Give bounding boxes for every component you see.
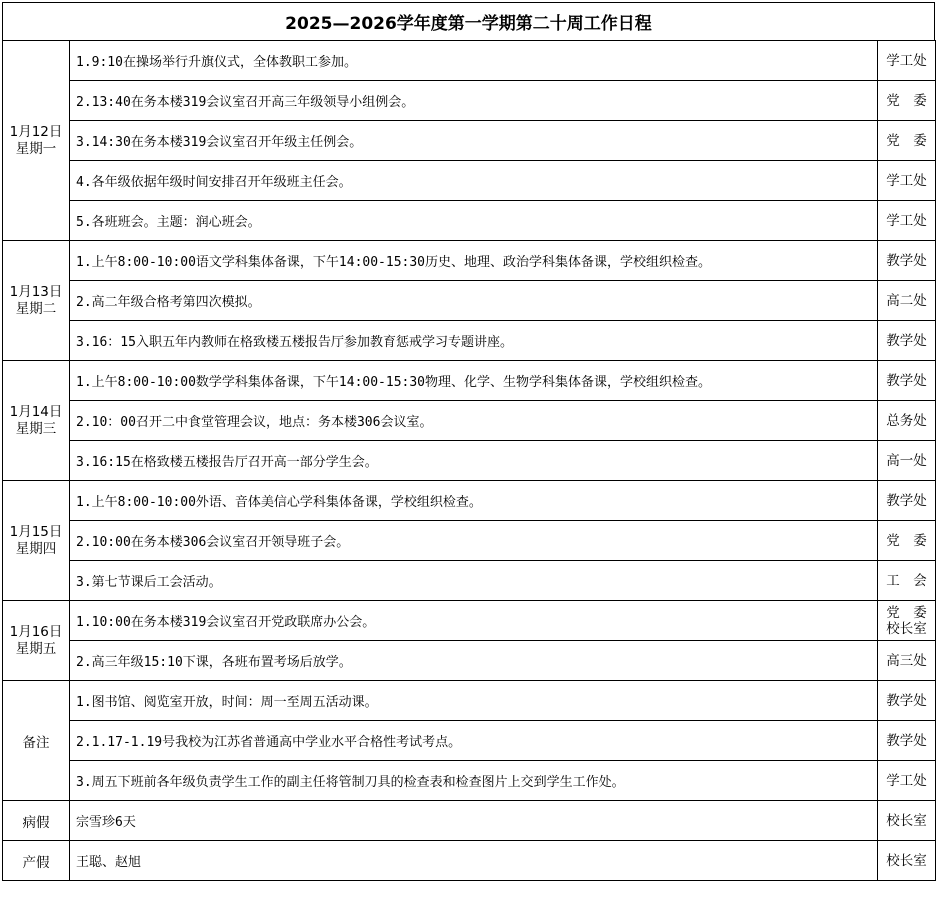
schedule-item-text: 3.14:30在务本楼319会议室召开年级主任例会。 [70,121,878,161]
department-label: 教学处 [886,732,927,749]
schedule-item-text: 2.10：00召开二中食堂管理会议，地点：务本楼306会议室。 [70,401,878,441]
department-label: 党 委 [886,132,927,149]
table-row [3,681,936,721]
notes-label: 备注 [3,681,70,801]
table-row [3,321,936,361]
schedule-item-text: 2.13:40在务本楼319会议室召开高三年级领导小组例会。 [70,81,878,121]
department-label: 学工处 [886,772,927,789]
department-cell [878,201,936,241]
department-cell [878,561,936,601]
leave-type-label: 病假 [3,801,70,841]
department-cell [878,401,936,441]
day-date: 1月16日 [9,623,63,640]
day-weekday: 星期三 [15,420,57,437]
department-cell [878,481,936,521]
schedule-item-text: 3.16：15入职五年内教师在格致楼五楼报告厅参加教育惩戒学习专题讲座。 [70,321,878,361]
day-cell [3,481,70,601]
schedule-item-text: 4.各年级依据年级时间安排召开年级班主任会。 [70,161,878,201]
page-title: 2025—2026学年度第一学期第二十周工作日程 [2,2,935,40]
schedule-item-text: 2.10:00在务本楼306会议室召开领导班子会。 [70,521,878,561]
schedule-item-text: 宗雪珍6天 [70,801,878,841]
department-label: 工 会 [886,572,927,589]
table-row [3,281,936,321]
table-row [3,521,936,561]
table-row [3,41,936,81]
department-label: 学工处 [886,52,927,69]
table-row [3,441,936,481]
table-row [3,561,936,601]
table-row [3,81,936,121]
department-cell [878,161,936,201]
department-label: 高三处 [886,652,927,669]
department-cell [878,441,936,481]
table-row [3,401,936,441]
table-row [3,601,936,641]
table-row [3,801,936,841]
department-label: 高二处 [886,292,927,309]
department-cell [878,681,936,721]
schedule-item-text: 3.第七节课后工会活动。 [70,561,878,601]
schedule-item-text: 5.各班班会。主题：润心班会。 [70,201,878,241]
day-weekday: 星期五 [15,640,57,657]
department-label: 教学处 [886,492,927,509]
department-label: 学工处 [886,172,927,189]
department-label: 党 委 [886,92,927,109]
department-label: 学工处 [886,212,927,229]
table-row [3,841,936,881]
table-row [3,721,936,761]
department-label: 教学处 [886,372,927,389]
day-date: 1月14日 [9,403,63,420]
department-label: 高一处 [886,452,927,469]
department-label: 总务处 [886,412,927,429]
schedule-item-text: 1.上午8:00-10:00外语、音体美信心学科集体备课，学校组织检查。 [70,481,878,521]
schedule-item-text: 1.上午8:00-10:00语文学科集体备课，下午14:00-15:30历史、地理、政治学科集体备课，学校组织检查。 [70,241,878,281]
department-cell [878,281,936,321]
department-cell [878,721,936,761]
department-label: 教学处 [886,332,927,349]
table-row [3,361,936,401]
schedule-item-text: 3.周五下班前各年级负责学生工作的副主任将管制刀具的检查表和检查图片上交到学生工作处。 [70,761,878,801]
day-date: 1月13日 [9,283,63,300]
table-row [3,481,936,521]
department-cell [878,641,936,681]
table-row [3,641,936,681]
department-label: 校长室 [886,852,927,869]
day-cell [3,41,70,241]
department-cell [878,601,936,641]
schedule-item-text: 2.高三年级15:10下课，各班布置考场后放学。 [70,641,878,681]
day-date: 1月12日 [9,123,63,140]
schedule-table [2,40,936,881]
schedule-item-text: 王聪、赵旭 [70,841,878,881]
department-cell [878,121,936,161]
department-label: 校长室 [886,812,927,829]
department-label: 党 委 [886,532,927,549]
day-cell [3,241,70,361]
day-weekday: 星期一 [15,140,57,157]
schedule-item-text: 3.16:15在格致楼五楼报告厅召开高一部分学生会。 [70,441,878,481]
department-cell [878,801,936,841]
schedule-item-text: 1.上午8:00-10:00数学学科集体备课，下午14:00-15:30物理、化学、生物学科集体备课，学校组织检查。 [70,361,878,401]
schedule-item-text: 1.10:00在务本楼319会议室召开党政联席办公会。 [70,601,878,641]
schedule-item-text: 2.1.17-1.19号我校为江苏省普通高中学业水平合格性考试考点。 [70,721,878,761]
schedule-item-text: 1.9:10在操场举行升旗仪式，全体教职工参加。 [70,41,878,81]
department-cell [878,841,936,881]
table-row [3,241,936,281]
department-cell [878,321,936,361]
table-row [3,761,936,801]
table-row [3,121,936,161]
department-label: 教学处 [886,252,927,269]
table-row [3,161,936,201]
schedule-item-text: 1.图书馆、阅览室开放，时间：周一至周五活动课。 [70,681,878,721]
department-cell [878,361,936,401]
department-label: 校长室 [886,620,927,637]
department-cell [878,41,936,81]
day-weekday: 星期二 [15,300,57,317]
department-cell [878,241,936,281]
department-cell [878,521,936,561]
schedule-item-text: 2.高二年级合格考第四次模拟。 [70,281,878,321]
department-label: 党 委 [886,604,927,621]
day-cell [3,361,70,481]
department-label: 教学处 [886,692,927,709]
day-cell [3,601,70,681]
leave-type-label: 产假 [3,841,70,881]
department-cell [878,81,936,121]
day-weekday: 星期四 [15,540,57,557]
table-row [3,201,936,241]
day-date: 1月15日 [9,523,63,540]
department-cell [878,761,936,801]
